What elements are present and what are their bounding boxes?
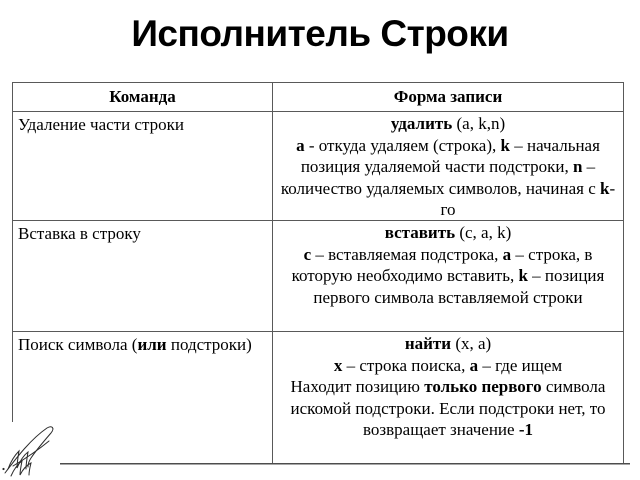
command-description: a - откуда удаляем (строка), k – начальная позиция удаляемой части подстроки, n – количество удаляемых символов, начиная с k-го: [280, 135, 616, 219]
command-note: Находит позицию только первого символа искомой подстроки. Если подстроки нет, то возвращает значение -1: [290, 377, 606, 439]
command-syntax: найти (x, a): [404, 334, 492, 353]
column-header-form: Форма записи: [393, 87, 503, 106]
bottom-divider-rule: [60, 463, 630, 465]
form-cell: [273, 112, 623, 220]
command-cell: Вставка в строку: [13, 221, 273, 331]
command-description: c – вставляемая подстрока, a – строка, в которую необходимо вставить, k – позиция первого символа вставляемой строки: [291, 244, 605, 307]
slide-title: Исполнитель Строки: [131, 13, 509, 54]
table-row: [13, 332, 623, 463]
command-cell: Удаление части строки: [13, 112, 273, 220]
command-description: x – строка поиска, a – где ищем: [333, 355, 563, 375]
signature-monogram-icon: [1, 425, 59, 477]
table-row: [13, 221, 623, 332]
table-header-row: [13, 83, 623, 112]
command-cell: Поиск символа (или подстроки): [13, 332, 273, 463]
form-cell: [273, 221, 623, 331]
commands-table: [12, 82, 624, 464]
command-syntax: удалить (a, k,n): [390, 114, 506, 133]
table-row: [13, 112, 623, 221]
column-header-command: Команда: [13, 83, 273, 111]
command-syntax: вставить (c, a, k): [384, 223, 512, 242]
monogram-background-patch: [0, 422, 60, 480]
form-cell: [273, 332, 623, 463]
